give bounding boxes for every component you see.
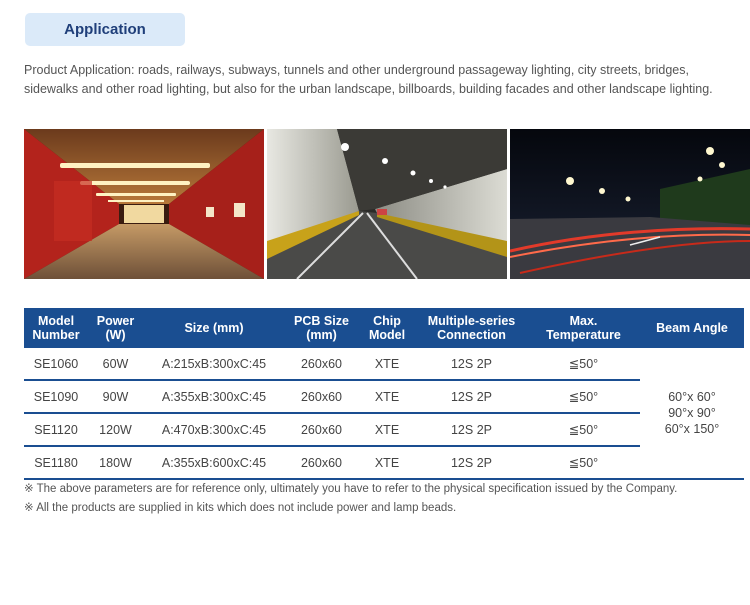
header-chip-model: Chip Model <box>358 308 416 348</box>
cell-max-temperature: ≦50° <box>527 380 640 413</box>
cell-size: A:470xB:300xC:45 <box>143 413 285 446</box>
cell-connection: 12S 2P <box>416 348 527 380</box>
table-row <box>24 348 744 380</box>
cell-pcb-size: 260x60 <box>285 348 358 380</box>
header-multiple-series-connection: Multiple-series Connection <box>416 308 527 348</box>
product-application-text: Product Application: roads, railways, subways, tunnels and other underground passageway lighting, city streets, bridges, sidewalks and other road lighting, but also for the urban landscape, billboards, building facades and other landscape lighting. <box>24 63 713 96</box>
cell-model: SE1090 <box>24 380 88 413</box>
table-header-row <box>24 308 744 348</box>
header-pcb-size: PCB Size (mm) <box>285 308 358 348</box>
header-max-temperature: Max. Temperature <box>527 308 640 348</box>
specification-table <box>24 308 744 480</box>
cell-chip-model: XTE <box>358 413 416 446</box>
kit-note: ※ All the products are supplied in kits which does not include power and lamp beads. <box>24 502 457 514</box>
cell-power: 60W <box>88 348 143 380</box>
cell-size: A:215xB:300xC:45 <box>143 348 285 380</box>
cell-power: 120W <box>88 413 143 446</box>
cell-beam-angle <box>640 348 744 479</box>
road-tunnel-photo <box>267 129 507 279</box>
cell-chip-model: XTE <box>358 446 416 479</box>
cell-max-temperature: ≦50° <box>527 348 640 380</box>
cell-pcb-size: 260x60 <box>285 413 358 446</box>
table-row <box>24 446 744 479</box>
header-power: Power (W) <box>88 308 143 348</box>
night-street-photo <box>510 129 750 279</box>
reference-note: ※ The above parameters are for reference only, ultimately you have to refer to the physical specification issued by the Company. <box>24 483 678 495</box>
cell-max-temperature: ≦50° <box>527 446 640 479</box>
cell-power: 90W <box>88 380 143 413</box>
table-row <box>24 380 744 413</box>
cell-chip-model: XTE <box>358 380 416 413</box>
cell-size: A:355xB:300xC:45 <box>143 380 285 413</box>
cell-pcb-size: 260x60 <box>285 446 358 479</box>
cell-connection: 12S 2P <box>416 413 527 446</box>
table-row <box>24 413 744 446</box>
cell-model: SE1180 <box>24 446 88 479</box>
cell-model: SE1120 <box>24 413 88 446</box>
cell-connection: 12S 2P <box>416 446 527 479</box>
header-beam-angle: Beam Angle <box>640 308 744 348</box>
header-size: Size (mm) <box>143 308 285 348</box>
cell-pcb-size: 260x60 <box>285 380 358 413</box>
section-tab-application: Application <box>25 13 185 46</box>
cell-connection: 12S 2P <box>416 380 527 413</box>
beam-angle-value: 60°x 60° <box>668 390 716 404</box>
header-model-number: Model Number <box>24 308 88 348</box>
cell-max-temperature: ≦50° <box>527 413 640 446</box>
cell-model: SE1060 <box>24 348 88 380</box>
cell-power: 180W <box>88 446 143 479</box>
beam-angle-value: 60°x 150° <box>664 422 720 436</box>
cell-chip-model: XTE <box>358 348 416 380</box>
beam-angle-value: 90°x 90° <box>668 406 716 420</box>
underground-passage-photo <box>24 129 264 279</box>
cell-size: A:355xB:600xC:45 <box>143 446 285 479</box>
